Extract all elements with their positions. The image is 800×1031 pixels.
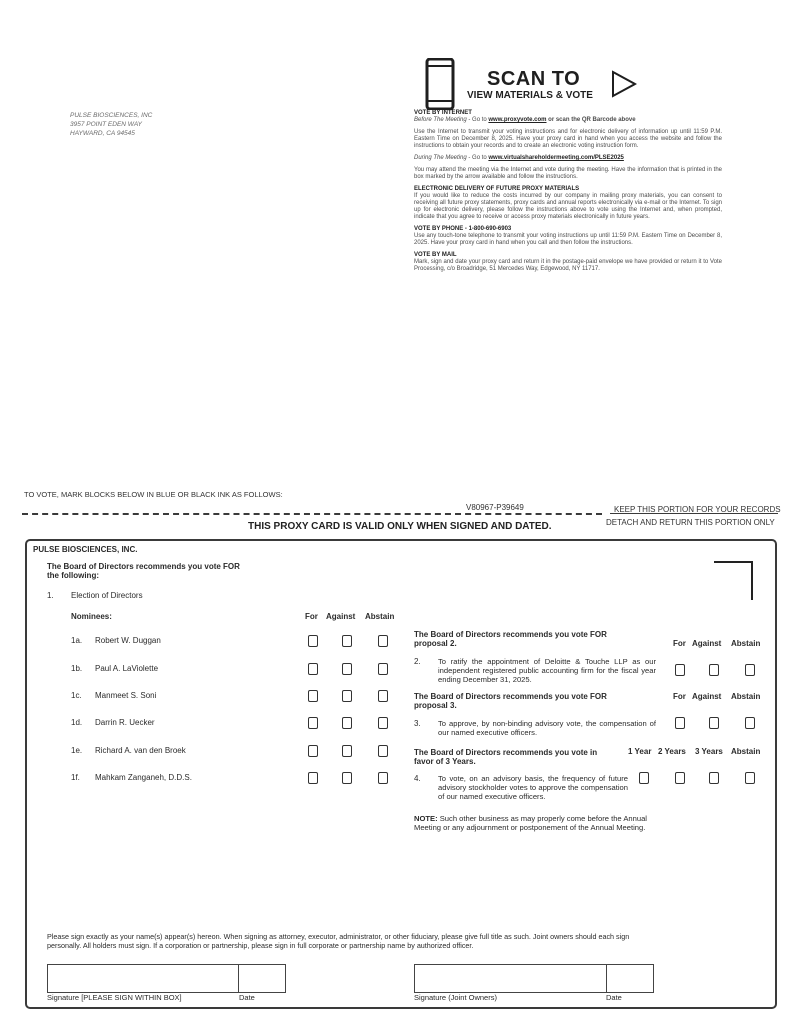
board-recommendation-line2: the following: <box>47 571 99 580</box>
electronic-heading: ELECTRONIC DELIVERY OF FUTURE PROXY MATERIALS <box>414 186 580 192</box>
nominee-name: Paul A. LaViolette <box>95 664 159 673</box>
note-text: Such other business as may properly come before the Annual Meeting or any adjournment or postponement of the Annual Meeting. <box>414 814 647 832</box>
mail-heading: VOTE BY MAIL <box>414 252 457 258</box>
signature-label-joint: Signature (Joint Owners) <box>414 993 497 1002</box>
mark-instructions: TO VOTE, MARK BLOCKS BELOW IN BLUE OR BLACK INK AS FOLLOWS: <box>24 490 283 499</box>
proposal-2-against-checkbox[interactable] <box>709 664 719 676</box>
nominee-number: 1f. <box>71 773 80 782</box>
proposal-2-heading-line1: The Board of Directors recommends you vote FOR <box>414 630 607 639</box>
nominee-number: 1b. <box>71 664 83 673</box>
registration-corner-mark <box>714 561 753 600</box>
nominee-number: 1c. <box>71 691 82 700</box>
nominee-1d-against-checkbox[interactable] <box>342 717 352 729</box>
proposal-2-number: 2. <box>414 657 421 666</box>
nominee-number: 1e. <box>71 746 83 755</box>
nominee-name: Darrin R. Uecker <box>95 718 155 727</box>
detach-solid-line <box>610 513 778 514</box>
proposal-4-3-years-checkbox[interactable] <box>709 772 719 784</box>
p3-col-abstain-header: Abstain <box>731 692 761 701</box>
proposal-4-number: 4. <box>414 774 421 783</box>
proposal-3-text: To approve, by non-binding advisory vote, the compensation of our named executive officers. <box>438 719 656 737</box>
item-1-number: 1. <box>47 591 54 600</box>
virtual-meeting-link[interactable]: www.virtualshareholdermeeting.com/PLSE2025 <box>488 155 624 161</box>
proposal-2-abstain-checkbox[interactable] <box>745 664 755 676</box>
nominee-name: Richard A. van den Broek <box>95 746 186 755</box>
proposal-2-text: To ratify the appointment of Deloitte & Touche LLP as our independent registered public accounting firm for the fiscal year ending December 31, 2025. <box>438 657 656 684</box>
company-street: 3957 POINT EDEN WAY <box>70 121 143 128</box>
proposal-4-heading-line2: favor of 3 Years. <box>414 757 476 766</box>
voting-instructions <box>414 110 722 273</box>
note-label: NOTE: <box>414 814 438 823</box>
internet-body: Use the Internet to transmit your voting instructions and for electronic delivery of information up until 11:59 P.M. Eastern Time on December 8, 2025. Have your proxy card in hand when you access the website and follow the instructions to obtain your records and to create an electronic voting instruction form. <box>414 129 722 149</box>
nominee-number: 1d. <box>71 718 83 727</box>
col-against-header: Against <box>326 612 356 621</box>
scan-title: SCAN TO <box>487 68 581 90</box>
nominee-1e-for-checkbox[interactable] <box>308 745 318 757</box>
detach-portion-text: DETACH AND RETURN THIS PORTION ONLY <box>606 518 775 527</box>
signature-box-primary[interactable] <box>47 964 286 993</box>
proposal-4-heading-line1: The Board of Directors recommends you vote in <box>414 748 598 757</box>
phone-heading: VOTE BY PHONE - 1-800-690-6903 <box>414 226 512 232</box>
proposal-4-text: To vote, on an advisory basis, the frequency of future advisory stockholder votes to approve the compensation of our named executive officers. <box>438 774 628 801</box>
mail-body: Mark, sign and date your proxy card and return it in the postage-paid envelope we have provided or return it to Vote Processing, c/o Broadridge, 51 Mercedes Way, Edgewood, NY 11717. <box>414 259 722 272</box>
board-recommendation-line1: The Board of Directors recommends you vote FOR <box>47 562 240 571</box>
proxyvote-link[interactable]: www.proxyvote.com <box>488 117 547 123</box>
during-meeting-body: You may attend the meeting via the Internet and vote during the meeting. Have the information that is printed in the box marked by the arrow available and follow the instructions. <box>414 167 722 180</box>
nominee-1b-abstain-checkbox[interactable] <box>378 663 388 675</box>
proposal-4-abstain-checkbox[interactable] <box>745 772 755 784</box>
nominee-1b-against-checkbox[interactable] <box>342 663 352 675</box>
p2-col-for-header: For <box>673 639 686 648</box>
p2-col-abstain-header: Abstain <box>731 639 761 648</box>
proposal-4-2-years-checkbox[interactable] <box>675 772 685 784</box>
p4-col-2-years-header: 2 Years <box>658 747 686 756</box>
nominee-name: Robert W. Duggan <box>95 636 161 645</box>
date-label-primary: Date <box>239 993 255 1002</box>
internet-heading: VOTE BY INTERNET <box>414 110 472 116</box>
nominee-1c-for-checkbox[interactable] <box>308 690 318 702</box>
sign-instructions: Please sign exactly as your name(s) appear(s) hereon. When signing as attorney, executor, administrator, or other fiduciary, please give full title as such. Joint owners should each sign personally. All holders must sign. If a corporation or partnership, please sign in full corporate or partnership name by authorized officer. <box>47 932 630 950</box>
nominee-1a-against-checkbox[interactable] <box>342 635 352 647</box>
valid-notice: THIS PROXY CARD IS VALID ONLY WHEN SIGNED AND DATED. <box>248 521 552 532</box>
col-abstain-header: Abstain <box>365 612 395 621</box>
proposal-3-abstain-checkbox[interactable] <box>745 717 755 729</box>
nominee-1d-abstain-checkbox[interactable] <box>378 717 388 729</box>
nominee-1f-against-checkbox[interactable] <box>342 772 352 784</box>
p3-col-against-header: Against <box>692 692 722 701</box>
nominees-label: Nominees: <box>71 612 112 621</box>
proposal-3-number: 3. <box>414 719 421 728</box>
card-company-name: PULSE BIOSCIENCES, INC. <box>33 545 138 554</box>
during-meeting-line: During The Meeting - Go to www.virtualshareholdermeeting.com/PLSE2025 <box>414 155 624 161</box>
company-address <box>70 111 152 138</box>
nominee-1f-for-checkbox[interactable] <box>308 772 318 784</box>
signature-date-divider <box>238 965 239 992</box>
nominee-name: Mahkam Zanganeh, D.D.S. <box>95 773 192 782</box>
nominee-1d-for-checkbox[interactable] <box>308 717 318 729</box>
proposal-2-for-checkbox[interactable] <box>675 664 685 676</box>
nominee-1b-for-checkbox[interactable] <box>308 663 318 675</box>
company-city: HAYWARD, CA 94545 <box>70 130 135 137</box>
keep-portion-text: KEEP THIS PORTION FOR YOUR RECORDS <box>614 505 781 514</box>
nominee-1a-for-checkbox[interactable] <box>308 635 318 647</box>
scan-subtitle: VIEW MATERIALS & VOTE <box>467 90 593 101</box>
col-for-header: For <box>305 612 318 621</box>
company-name: PULSE BIOSCIENCES, INC <box>70 112 153 119</box>
p4-col-3-years-header: 3 Years <box>695 747 723 756</box>
date-label-joint: Date <box>606 993 622 1002</box>
phone-body: Use any touch-tone telephone to transmit your voting instructions up until 11:59 P.M. Eastern Time on December 8, 2025. Have your proxy card in hand when you call and then follow the instructions. <box>414 233 722 246</box>
electronic-body: If you would like to reduce the costs incurred by our company in mailing proxy materials, you can consent to receiving all future proxy statements, proxy cards and annual reports electronically via e-mail or the Internet. To sign up for electronic delivery, please follow the instructions above to vote using the Internet and, when prompted, indicate that you agree to receive or access proxy materials electronically in future years. <box>414 193 722 220</box>
nominee-1f-abstain-checkbox[interactable] <box>378 772 388 784</box>
nominee-name: Manmeet S. Soni <box>95 691 157 700</box>
phone-icon <box>425 58 455 110</box>
p4-col-1-year-header: 1 Year <box>628 747 652 756</box>
nominee-number: 1a. <box>71 636 83 645</box>
nominee-1e-against-checkbox[interactable] <box>342 745 352 757</box>
proposal-2-heading-line2: proposal 2. <box>414 639 457 648</box>
nominee-1c-against-checkbox[interactable] <box>342 690 352 702</box>
signature-box-joint[interactable] <box>414 964 654 993</box>
detach-dashed-line <box>22 513 602 515</box>
p2-col-against-header: Against <box>692 639 722 648</box>
proposal-3-against-checkbox[interactable] <box>709 717 719 729</box>
scan-header <box>425 58 665 110</box>
proposal-3-heading-line1: The Board of Directors recommends you vote FOR <box>414 692 607 701</box>
p3-col-for-header: For <box>673 692 686 701</box>
internet-before-line: Before The Meeting - Go to www.proxyvote.com or scan the QR Barcode above <box>414 117 636 123</box>
proposal-3-heading-line2: proposal 3. <box>414 701 457 710</box>
proposal-4-1-year-checkbox[interactable] <box>639 772 649 784</box>
signature-label-primary: Signature [PLEASE SIGN WITHIN BOX] <box>47 993 182 1002</box>
note <box>414 814 658 832</box>
nominee-1c-abstain-checkbox[interactable] <box>378 690 388 702</box>
play-arrow-icon <box>611 70 637 98</box>
nominee-1e-abstain-checkbox[interactable] <box>378 745 388 757</box>
p4-col-abstain-header: Abstain <box>731 747 761 756</box>
item-1-label: Election of Directors <box>71 591 143 600</box>
signature-date-divider <box>606 965 607 992</box>
control-code: V80967-P39649 <box>466 503 524 512</box>
proposal-3-for-checkbox[interactable] <box>675 717 685 729</box>
nominee-1a-abstain-checkbox[interactable] <box>378 635 388 647</box>
